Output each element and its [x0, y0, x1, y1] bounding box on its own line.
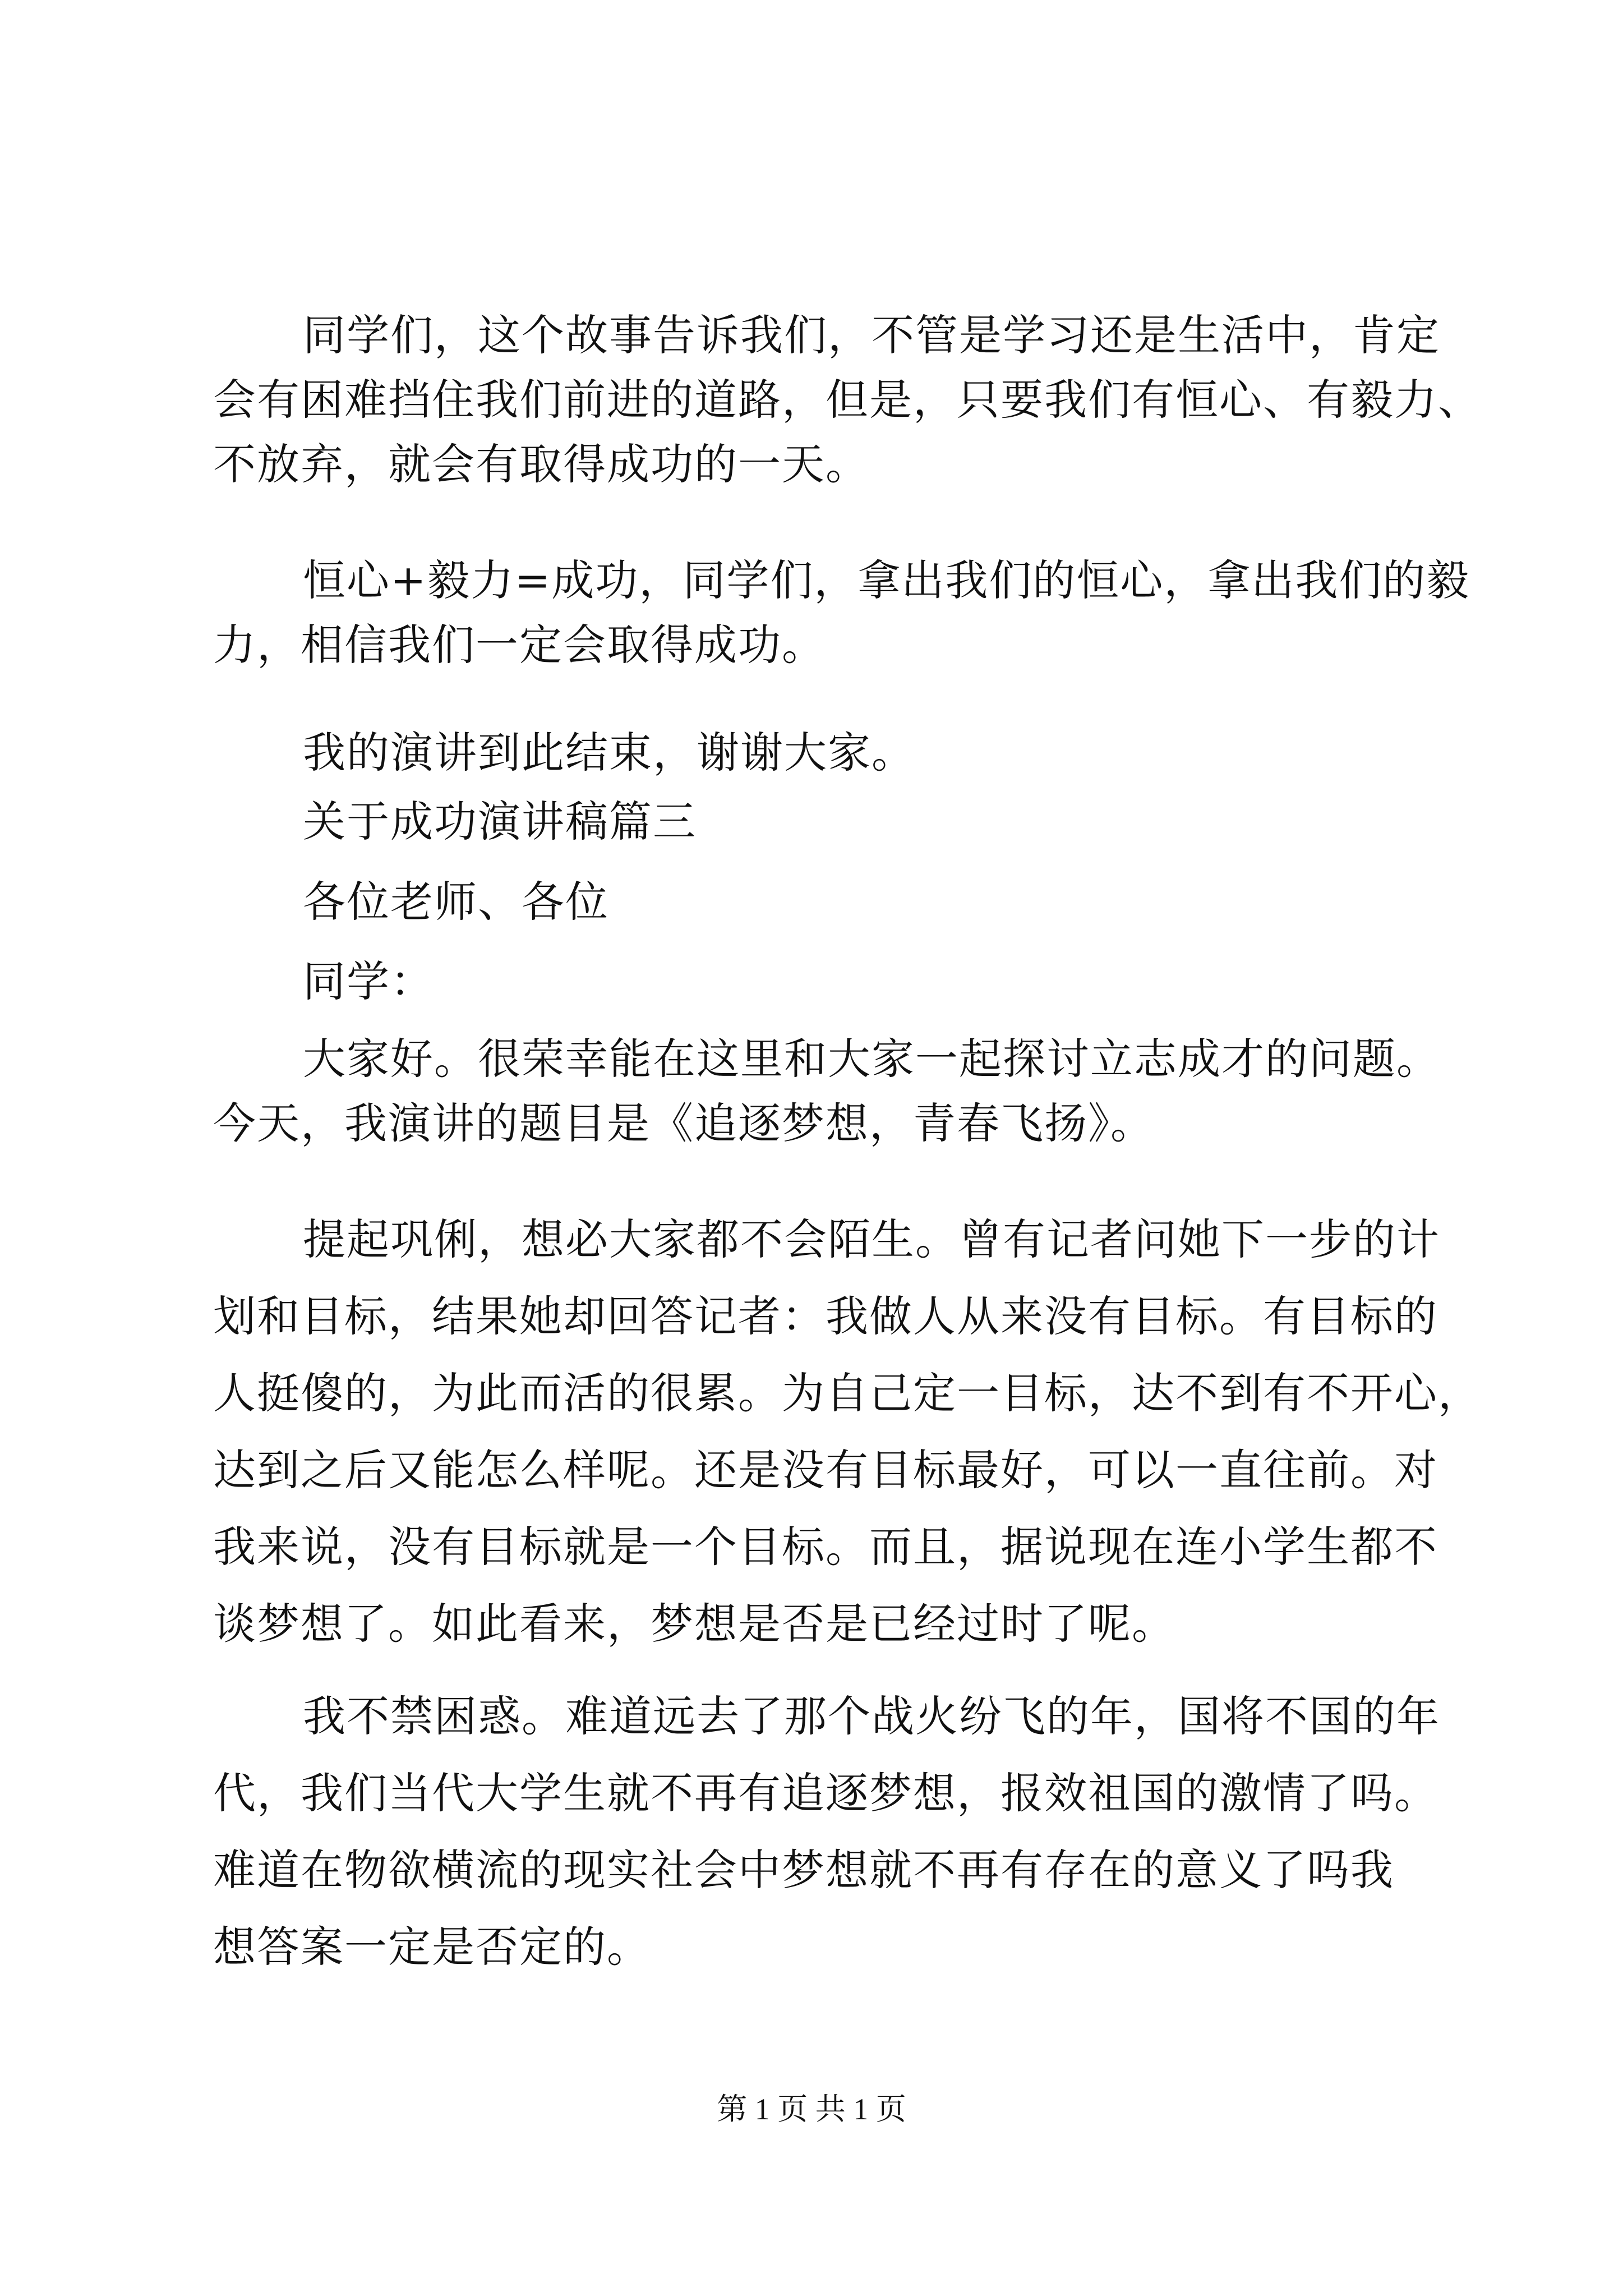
paragraph-9-line-2: 代，我们当代大学生就不再有追逐梦想，报效祖国的激情了吗。 — [213, 1768, 1438, 1818]
paragraph-8-line-6: 谈梦想了。如此看来，梦想是否是已经过时了呢。 — [213, 1599, 1175, 1649]
paragraph-1-line-2: 会有困难挡住我们前进的道路，但是，只要我们有恒心、有毅力、 — [213, 375, 1482, 425]
paragraph-9-line-1: 我不禁困惑。难道远去了那个战火纷飞的年，国将不国的年 — [303, 1691, 1440, 1741]
paragraph-7-line-2: 今天，我演讲的题目是《追逐梦想，青春飞扬》。 — [213, 1098, 1154, 1148]
paragraph-1-line-3: 不放弃，就会有取得成功的一天。 — [213, 439, 869, 489]
paragraph-9-line-3: 难道在物欲横流的现实社会中梦想就不再有存在的意义了吗我 — [213, 1845, 1394, 1895]
paragraph-1-line-1: 同学们，这个故事告诉我们，不管是学习还是生活中，肯定 — [303, 310, 1440, 360]
paragraph-8-line-4: 达到之后又能怎么样呢。还是没有目标最好，可以一直往前。对 — [213, 1445, 1438, 1495]
paragraph-8-line-2: 划和目标，结果她却回答记者：我做人从来没有目标。有目标的 — [213, 1291, 1438, 1341]
salutation-line-1: 各位老师、各位 — [303, 877, 609, 927]
salutation-line-2: 同学： — [303, 956, 434, 1006]
paragraph-3-line-1: 我的演讲到此结束，谢谢大家。 — [303, 728, 915, 777]
paragraph-7-line-1: 大家好。很荣幸能在这里和大家一起探讨立志成才的问题。 — [303, 1034, 1440, 1084]
paragraph-8-line-3: 人挺傻的，为此而活的很累。为自己定一目标，达不到有不开心， — [213, 1368, 1482, 1418]
paragraph-8-line-5: 我来说，没有目标就是一个目标。而且，据说现在连小学生都不 — [213, 1522, 1438, 1572]
paragraph-9-line-4: 想答案一定是否定的。 — [213, 1922, 651, 1972]
page-footer-number: 第 1 页 共 1 页 — [717, 2092, 906, 2126]
paragraph-2-line-1: 恒心+毅力=成功，同学们，拿出我们的恒心，拿出我们的毅 — [303, 555, 1470, 605]
paragraph-2-line-2: 力，相信我们一定会取得成功。 — [213, 620, 826, 670]
paragraph-8-line-1: 提起巩俐，想必大家都不会陌生。曾有记者问她下一步的计 — [303, 1214, 1440, 1264]
section-heading: 关于成功演讲稿篇三 — [303, 797, 697, 846]
